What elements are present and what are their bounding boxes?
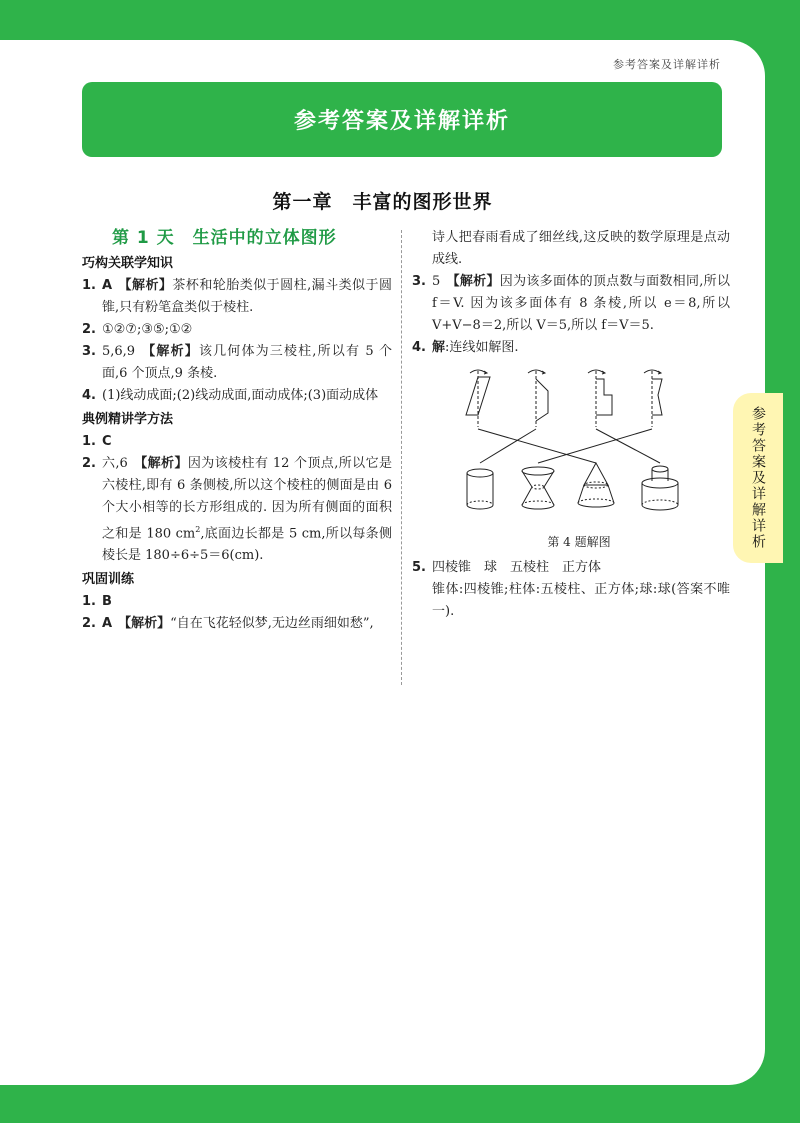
- answer-item: [82, 385, 392, 407]
- answer-text: :连线如解图.: [445, 340, 519, 355]
- left-column: [82, 227, 392, 635]
- side-tab: [733, 393, 783, 563]
- answer-text: (1)线动成面;(2)线动成面,面动成体;(3)面动成体: [102, 388, 379, 403]
- section-heading: 巩固训练: [82, 572, 135, 588]
- answer-text: ①②⑦;③⑤;①②: [102, 322, 193, 337]
- matching-lines: [478, 429, 660, 463]
- answer-key: 5,6,9: [102, 344, 136, 359]
- answer-key: A: [102, 616, 113, 632]
- side-tab-label: 参考答案及详解详析: [750, 406, 766, 550]
- item-number: 2.: [82, 322, 96, 337]
- answer-text: 因为该棱柱有 12 个顶点,所以它是六棱柱,即有 6 条侧棱,所以这个棱柱的侧面是由 6 个大小相等的长方形组成的. 因为所有侧面的面积之和是 180 cm: [102, 456, 392, 542]
- solid-cone-stack: [578, 463, 614, 507]
- solid-stepped-cylinder: [642, 466, 678, 510]
- section-heading: 典例精讲学方法: [82, 412, 174, 427]
- analysis-tag: 【解析】: [118, 278, 173, 293]
- continued-text: [412, 227, 730, 271]
- answer-item: [82, 453, 392, 567]
- answer-text: 茶杯和轮胎类似于圆柱,漏斗类似于圆锥,只有粉笔盒类似于棱柱.: [102, 278, 392, 315]
- profile-shape-4: [644, 370, 662, 427]
- answer-item: [82, 275, 392, 319]
- item-number: 1.: [82, 278, 96, 293]
- analysis-tag: 【解析】: [133, 456, 188, 471]
- superscript: 2: [195, 525, 201, 534]
- answer-text: 该几何体为三棱柱,所以有 5 个面,6 个顶点,9 条棱.: [102, 344, 392, 381]
- answer-text: 四棱锥 球 五棱柱 正方体: [432, 560, 602, 575]
- answer-text: 因为该多面体的顶点数与面数相同,所以 f＝V. 因为该多面体有 8 条棱,所以 e＝8,所以 V+V−8＝2,所以 V＝5,所以 f＝V＝5.: [432, 274, 730, 333]
- solution-tag: 解: [432, 340, 446, 355]
- answer-item: [82, 341, 392, 385]
- profile-shape-1: [466, 370, 490, 427]
- item-number: 3.: [82, 344, 96, 359]
- answer-key: 5: [432, 274, 441, 289]
- title-banner: [82, 82, 722, 157]
- running-head: 参考答案及详解详析: [613, 58, 721, 71]
- item-number: 3.: [412, 274, 426, 289]
- profile-shape-3: [588, 370, 612, 427]
- page-paper: [0, 40, 765, 1085]
- figure-caption: 第 4 题解图: [547, 535, 611, 549]
- answer-item: [412, 271, 730, 337]
- item-number: 1.: [82, 594, 96, 610]
- item-number: 2.: [82, 616, 96, 632]
- answer-text-continued: 锥体:四棱锥;柱体:五棱柱、正方体;球:球(答案不唯一).: [432, 582, 730, 619]
- section-heading: 巧构关联学知识: [82, 256, 174, 271]
- answer-key: B: [102, 594, 112, 610]
- day-title: 第 1 天 生活中的立体图形: [112, 228, 337, 248]
- item-number: 1.: [82, 434, 96, 449]
- analysis-tag: 【解析】: [141, 344, 199, 359]
- solid-double-cone: [522, 467, 554, 509]
- answer-text-continued: ,底面边长都是 5 cm,所以每条侧棱长是 180÷6÷5＝6(cm).: [102, 526, 392, 564]
- banner-title: 参考答案及详解详析: [293, 109, 510, 134]
- answer-item: [412, 337, 730, 359]
- answer-item: [82, 613, 392, 635]
- item-number: 4.: [82, 388, 96, 403]
- answer-text: “自在飞花轻似梦,无边丝雨细如愁”,: [170, 616, 374, 632]
- analysis-tag: 【解析】: [446, 274, 500, 289]
- solution-figure: [450, 365, 708, 553]
- answer-item: [82, 319, 392, 341]
- chapter-title: 第一章 丰富的图形世界: [272, 191, 493, 213]
- answer-item: [82, 431, 392, 453]
- right-column: [412, 227, 730, 623]
- profile-shape-2: [528, 370, 548, 427]
- solid-cylinder: [467, 469, 493, 509]
- column-divider: [401, 230, 402, 685]
- answer-item: [82, 591, 392, 613]
- answer-key: C: [102, 434, 112, 449]
- answer-key: A: [102, 278, 113, 293]
- item-number: 2.: [82, 456, 96, 471]
- item-number: 4.: [412, 340, 426, 355]
- answer-item: [412, 557, 730, 623]
- answer-key: 六,6: [102, 456, 128, 471]
- rotation-matching-diagram: [450, 365, 708, 523]
- item-number: 5.: [412, 560, 426, 575]
- answer-text: 诗人把春雨看成了细丝线,这反映的数学原理是点动成线.: [432, 230, 730, 267]
- analysis-tag: 【解析】: [118, 616, 171, 632]
